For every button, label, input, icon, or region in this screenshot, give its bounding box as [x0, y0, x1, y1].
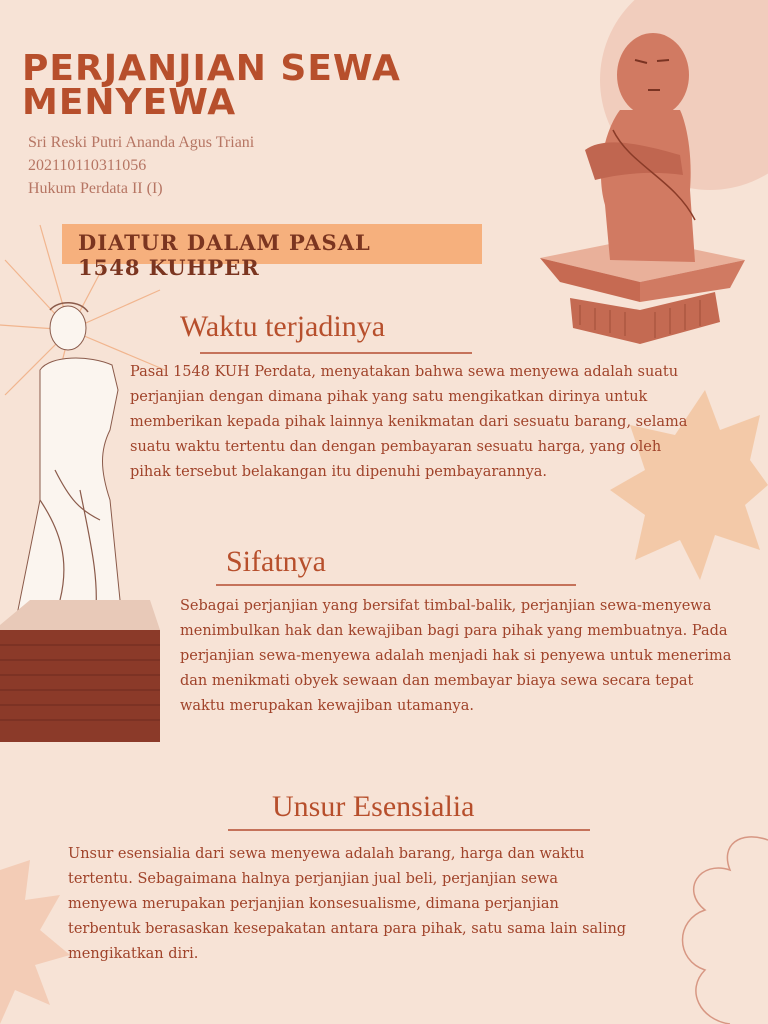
- regulation-text: [78, 230, 371, 280]
- decorative-burst-bottom: [0, 840, 70, 1024]
- section-text-unsur: Unsur esensialia dari sewa menyewa adalah barang, harga dan waktu tertentu. Sebagaimana halnya perjanjian jual beli, perjanjian sewa menyewa merupakan perjanjian konsesualisme, dimana perjanjian terbentuk berasaskan kesepakatan antara para pihak, satu sama lain saling mengikatkan diri.: [68, 846, 627, 962]
- section-text-sifat: Sebagai perjanjian yang bersifat timbal-balik, perjanjian sewa-menyewa menimbulkan hak dan kewajiban bagi para pihak yang membuatnya. Pada perjanjian sewa-menyewa adalah menjadi hak si penyewa untuk menerima dan menikmati obyek sewaan dan membayar biaya sewa secara tepat waktu merupakan kewajiban utamanya.: [180, 598, 732, 714]
- section-rule: [216, 584, 576, 586]
- student-id: 202110110311056: [28, 157, 147, 174]
- section-rule: [200, 352, 472, 354]
- section-rule: [228, 829, 590, 831]
- section-heading-sifat: Sifatnya: [226, 545, 326, 578]
- section-heading-waktu: Waktu terjadinya: [180, 310, 386, 343]
- title-line-1: PERJANJIAN SEWA: [22, 48, 401, 89]
- seated-statue-illustration: [535, 30, 750, 350]
- decorative-outline-shape: [640, 820, 768, 1024]
- section-text-waktu: Pasal 1548 KUH Perdata, menyatakan bahwa sewa menyewa adalah suatu perjanjian dengan dimana pihak yang satu mengikatkan dirinya untuk memberikan kepada pihak lainnya kenikmatan dari sesuatu barang, selama suatu waktu tertentu dan dengan pembayaran sesuatu harga, yang oleh pihak tersebut belakangan itu dipenuhi pembayarannya.: [130, 364, 688, 480]
- author-name: Sri Reski Putri Ananda Agus Triani: [28, 134, 255, 151]
- regulation-line-1: DIATUR DALAM PASAL: [78, 230, 371, 255]
- section-heading-unsur: Unsur Esensialia: [272, 790, 475, 823]
- regulation-line-2: 1548 KUHPER: [78, 255, 260, 280]
- course-name: Hukum Perdata II (I): [28, 180, 163, 197]
- document-title: [22, 48, 522, 123]
- title-line-2: MENYEWA: [22, 82, 237, 123]
